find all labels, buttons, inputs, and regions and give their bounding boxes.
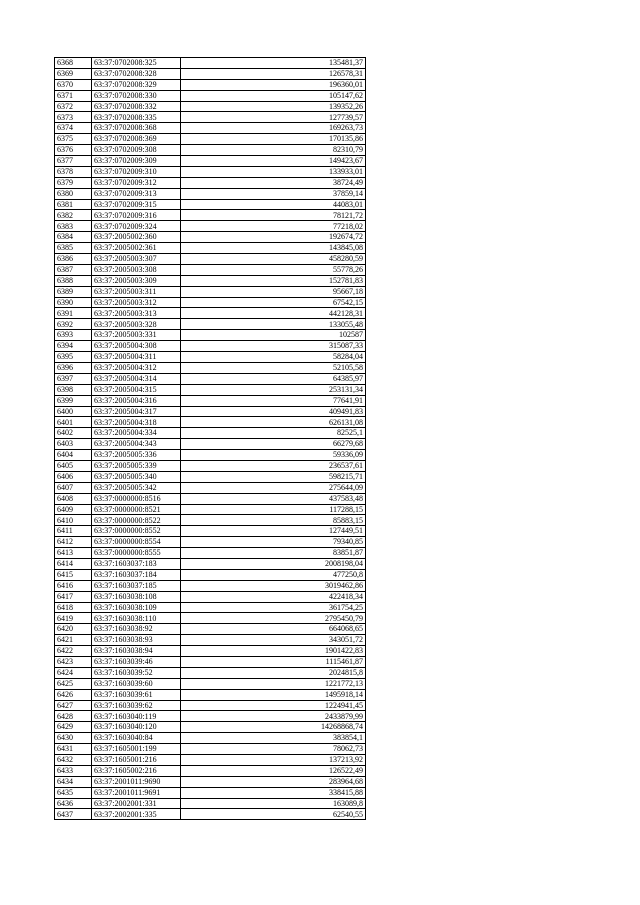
value-cell: 422418,34 <box>181 591 366 602</box>
cadastral-number-cell: 63:37:1603039:46 <box>92 656 181 667</box>
row-number-cell: 6369 <box>55 68 92 79</box>
row-number-cell: 6370 <box>55 79 92 90</box>
cadastral-number-cell: 63:37:1603037:185 <box>92 580 181 591</box>
cadastral-number-cell: 63:37:1603040:119 <box>92 711 181 722</box>
table-row <box>55 145 366 156</box>
cadastral-number-cell: 63:37:1603038:110 <box>92 613 181 624</box>
row-number-cell: 6412 <box>55 537 92 548</box>
table-row <box>55 580 366 591</box>
value-cell: 77218,02 <box>181 221 366 232</box>
value-cell: 137213,92 <box>181 755 366 766</box>
row-number-cell: 6374 <box>55 123 92 134</box>
row-number-cell: 6421 <box>55 635 92 646</box>
table-row <box>55 79 366 90</box>
value-cell: 105147,62 <box>181 90 366 101</box>
cadastral-number-cell: 63:37:1605001:216 <box>92 755 181 766</box>
cadastral-number-cell: 63:37:0702008:369 <box>92 134 181 145</box>
value-cell: 126578,31 <box>181 68 366 79</box>
cadastral-number-cell: 63:37:2005004:343 <box>92 439 181 450</box>
cadastral-number-cell: 63:37:0702009:313 <box>92 188 181 199</box>
value-cell: 170135,86 <box>181 134 366 145</box>
cadastral-number-cell: 63:37:1603039:62 <box>92 700 181 711</box>
value-cell: 126522,49 <box>181 765 366 776</box>
value-cell: 38724,49 <box>181 177 366 188</box>
row-number-cell: 6401 <box>55 417 92 428</box>
cadastral-number-cell: 63:37:2005003:309 <box>92 275 181 286</box>
row-number-cell: 6379 <box>55 177 92 188</box>
table-row <box>55 711 366 722</box>
value-cell: 152781,83 <box>181 275 366 286</box>
value-cell: 77641,91 <box>181 395 366 406</box>
value-cell: 135481,37 <box>181 58 366 69</box>
row-number-cell: 6404 <box>55 450 92 461</box>
cadastral-number-cell: 63:37:0702008:332 <box>92 101 181 112</box>
table-row <box>55 733 366 744</box>
value-cell: 2433879,99 <box>181 711 366 722</box>
row-number-cell: 6372 <box>55 101 92 112</box>
table-row <box>55 297 366 308</box>
cadastral-number-cell: 63:37:2005004:315 <box>92 384 181 395</box>
table-row <box>55 602 366 613</box>
row-number-cell: 6417 <box>55 591 92 602</box>
value-cell: 275644,09 <box>181 482 366 493</box>
cadastral-number-cell: 63:37:2005004:317 <box>92 406 181 417</box>
cadastral-number-cell: 63:37:0000000:8516 <box>92 493 181 504</box>
table-row <box>55 286 366 297</box>
value-cell: 3019462,86 <box>181 580 366 591</box>
value-cell: 55778,26 <box>181 264 366 275</box>
cadastral-number-cell: 63:37:2005004:311 <box>92 352 181 363</box>
table-row <box>55 199 366 210</box>
table-row <box>55 450 366 461</box>
table-row <box>55 134 366 145</box>
row-number-cell: 6426 <box>55 689 92 700</box>
value-cell: 14268868,74 <box>181 722 366 733</box>
row-number-cell: 6406 <box>55 471 92 482</box>
value-cell: 361754,25 <box>181 602 366 613</box>
value-cell: 442128,31 <box>181 308 366 319</box>
row-number-cell: 6390 <box>55 297 92 308</box>
value-cell: 37859,14 <box>181 188 366 199</box>
row-number-cell: 6428 <box>55 711 92 722</box>
table-row <box>55 624 366 635</box>
row-number-cell: 6405 <box>55 460 92 471</box>
table-row <box>55 210 366 221</box>
cadastral-number-cell: 63:37:2005005:340 <box>92 471 181 482</box>
table-row <box>55 58 366 69</box>
value-cell: 133055,48 <box>181 319 366 330</box>
table-row <box>55 417 366 428</box>
cadastral-number-cell: 63:37:0702009:312 <box>92 177 181 188</box>
value-cell: 437583,48 <box>181 493 366 504</box>
cadastral-number-cell: 63:37:2005004:334 <box>92 428 181 439</box>
row-number-cell: 6408 <box>55 493 92 504</box>
table-row <box>55 460 366 471</box>
value-cell: 338415,88 <box>181 787 366 798</box>
cadastral-number-cell: 63:37:2005005:336 <box>92 450 181 461</box>
table-row <box>55 352 366 363</box>
row-number-cell: 6377 <box>55 156 92 167</box>
row-number-cell: 6394 <box>55 341 92 352</box>
value-cell: 78062,73 <box>181 744 366 755</box>
value-cell: 127449,51 <box>181 526 366 537</box>
cadastral-number-cell: 63:37:2005004:312 <box>92 362 181 373</box>
table-row <box>55 471 366 482</box>
row-number-cell: 6419 <box>55 613 92 624</box>
value-cell: 62540,55 <box>181 809 366 820</box>
table-row <box>55 504 366 515</box>
row-number-cell: 6429 <box>55 722 92 733</box>
table-row <box>55 90 366 101</box>
value-cell: 236537,61 <box>181 460 366 471</box>
cadastral-number-cell: 63:37:0702009:324 <box>92 221 181 232</box>
value-cell: 85883,15 <box>181 515 366 526</box>
row-number-cell: 6373 <box>55 112 92 123</box>
table-row <box>55 515 366 526</box>
row-number-cell: 6413 <box>55 548 92 559</box>
value-cell: 1115461,87 <box>181 656 366 667</box>
table-row <box>55 123 366 134</box>
value-cell: 626131,08 <box>181 417 366 428</box>
data-table <box>54 57 366 820</box>
table-row <box>55 558 366 569</box>
cadastral-number-cell: 63:37:1603039:52 <box>92 667 181 678</box>
row-number-cell: 6391 <box>55 308 92 319</box>
table-row <box>55 798 366 809</box>
table-row <box>55 101 366 112</box>
value-cell: 78121,72 <box>181 210 366 221</box>
cadastral-number-cell: 63:37:2001011:9691 <box>92 787 181 798</box>
row-number-cell: 6430 <box>55 733 92 744</box>
value-cell: 343051,72 <box>181 635 366 646</box>
table-row <box>55 406 366 417</box>
value-cell: 1224941,45 <box>181 700 366 711</box>
table-row <box>55 548 366 559</box>
row-number-cell: 6425 <box>55 678 92 689</box>
row-number-cell: 6375 <box>55 134 92 145</box>
table-row <box>55 330 366 341</box>
value-cell: 2795450,79 <box>181 613 366 624</box>
cadastral-number-cell: 63:37:2005004:316 <box>92 395 181 406</box>
cadastral-number-cell: 63:37:1603040:84 <box>92 733 181 744</box>
row-number-cell: 6393 <box>55 330 92 341</box>
value-cell: 598215,71 <box>181 471 366 482</box>
cadastral-number-cell: 63:37:2005002:360 <box>92 232 181 243</box>
cadastral-number-cell: 63:37:0702009:309 <box>92 156 181 167</box>
row-number-cell: 6382 <box>55 210 92 221</box>
row-number-cell: 6368 <box>55 58 92 69</box>
table-row <box>55 765 366 776</box>
table-row <box>55 809 366 820</box>
value-cell: 66279,68 <box>181 439 366 450</box>
table-row <box>55 613 366 624</box>
cadastral-number-cell: 63:37:1603040:120 <box>92 722 181 733</box>
table-row <box>55 68 366 79</box>
table-row <box>55 166 366 177</box>
cadastral-number-cell: 63:37:2005005:339 <box>92 460 181 471</box>
value-cell: 95667,18 <box>181 286 366 297</box>
value-cell: 458280,59 <box>181 254 366 265</box>
cadastral-number-cell: 63:37:1603039:60 <box>92 678 181 689</box>
cadastral-number-cell: 63:37:0702009:316 <box>92 210 181 221</box>
cadastral-number-cell: 63:37:2001011:9690 <box>92 776 181 787</box>
table-row <box>55 428 366 439</box>
table-row <box>55 156 366 167</box>
value-cell: 409491,83 <box>181 406 366 417</box>
table-row <box>55 243 366 254</box>
cadastral-number-cell: 63:37:2005004:308 <box>92 341 181 352</box>
row-number-cell: 6398 <box>55 384 92 395</box>
table-row <box>55 537 366 548</box>
row-number-cell: 6399 <box>55 395 92 406</box>
value-cell: 477250,8 <box>181 569 366 580</box>
table-row <box>55 373 366 384</box>
table-row <box>55 569 366 580</box>
row-number-cell: 6433 <box>55 765 92 776</box>
cadastral-number-cell: 63:37:2005003:313 <box>92 308 181 319</box>
table-row <box>55 112 366 123</box>
value-cell: 143845,08 <box>181 243 366 254</box>
cadastral-number-cell: 63:37:1605002:216 <box>92 765 181 776</box>
value-cell: 117288,15 <box>181 504 366 515</box>
value-cell: 2008198,04 <box>181 558 366 569</box>
row-number-cell: 6392 <box>55 319 92 330</box>
table-row <box>55 526 366 537</box>
value-cell: 2024815,8 <box>181 667 366 678</box>
row-number-cell: 6371 <box>55 90 92 101</box>
table-row <box>55 275 366 286</box>
table-row <box>55 254 366 265</box>
row-number-cell: 6436 <box>55 798 92 809</box>
row-number-cell: 6378 <box>55 166 92 177</box>
cadastral-number-cell: 63:37:2005003:308 <box>92 264 181 275</box>
row-number-cell: 6434 <box>55 776 92 787</box>
row-number-cell: 6397 <box>55 373 92 384</box>
cadastral-number-cell: 63:37:0702009:308 <box>92 145 181 156</box>
cadastral-number-cell: 63:37:2005003:311 <box>92 286 181 297</box>
table-row <box>55 264 366 275</box>
row-number-cell: 6400 <box>55 406 92 417</box>
table-row <box>55 689 366 700</box>
row-number-cell: 6414 <box>55 558 92 569</box>
row-number-cell: 6432 <box>55 755 92 766</box>
cadastral-number-cell: 63:37:0000000:8555 <box>92 548 181 559</box>
row-number-cell: 6427 <box>55 700 92 711</box>
row-number-cell: 6403 <box>55 439 92 450</box>
row-number-cell: 6418 <box>55 602 92 613</box>
cadastral-number-cell: 63:37:1603038:109 <box>92 602 181 613</box>
table-row <box>55 439 366 450</box>
table-row <box>55 362 366 373</box>
cadastral-number-cell: 63:37:0702008:328 <box>92 68 181 79</box>
table-row <box>55 188 366 199</box>
value-cell: 1901422,83 <box>181 646 366 657</box>
table-row <box>55 341 366 352</box>
value-cell: 315087,33 <box>181 341 366 352</box>
cadastral-number-cell: 63:37:2005003:307 <box>92 254 181 265</box>
table-row <box>55 656 366 667</box>
cadastral-number-cell: 63:37:0000000:8552 <box>92 526 181 537</box>
value-cell: 1221772,13 <box>181 678 366 689</box>
row-number-cell: 6383 <box>55 221 92 232</box>
row-number-cell: 6420 <box>55 624 92 635</box>
table-row <box>55 395 366 406</box>
row-number-cell: 6409 <box>55 504 92 515</box>
value-cell: 79340,85 <box>181 537 366 548</box>
value-cell: 102587 <box>181 330 366 341</box>
row-number-cell: 6386 <box>55 254 92 265</box>
table-row <box>55 744 366 755</box>
row-number-cell: 6416 <box>55 580 92 591</box>
table-row <box>55 177 366 188</box>
value-cell: 52105,58 <box>181 362 366 373</box>
cadastral-number-cell: 63:37:1603038:93 <box>92 635 181 646</box>
cadastral-number-cell: 63:37:1603038:108 <box>92 591 181 602</box>
cadastral-number-cell: 63:37:0702009:315 <box>92 199 181 210</box>
table-row <box>55 308 366 319</box>
row-number-cell: 6402 <box>55 428 92 439</box>
row-number-cell: 6380 <box>55 188 92 199</box>
row-number-cell: 6389 <box>55 286 92 297</box>
cadastral-number-cell: 63:37:1603039:61 <box>92 689 181 700</box>
table-body <box>55 58 366 820</box>
table-row <box>55 646 366 657</box>
value-cell: 133933,01 <box>181 166 366 177</box>
table-row <box>55 700 366 711</box>
cadastral-number-cell: 63:37:2005004:314 <box>92 373 181 384</box>
table-row <box>55 755 366 766</box>
value-cell: 82525,1 <box>181 428 366 439</box>
value-cell: 64385,97 <box>181 373 366 384</box>
value-cell: 67542,15 <box>181 297 366 308</box>
cadastral-number-cell: 63:37:1603038:94 <box>92 646 181 657</box>
value-cell: 163089,8 <box>181 798 366 809</box>
value-cell: 1495918,14 <box>181 689 366 700</box>
value-cell: 139352,26 <box>181 101 366 112</box>
cadastral-number-cell: 63:37:2002001:331 <box>92 798 181 809</box>
value-cell: 283964,68 <box>181 776 366 787</box>
row-number-cell: 6411 <box>55 526 92 537</box>
cadastral-number-cell: 63:37:2002001:335 <box>92 809 181 820</box>
cadastral-number-cell: 63:37:2005003:328 <box>92 319 181 330</box>
row-number-cell: 6407 <box>55 482 92 493</box>
cadastral-number-cell: 63:37:1603038:92 <box>92 624 181 635</box>
row-number-cell: 6422 <box>55 646 92 657</box>
cadastral-number-cell: 63:37:1603037:184 <box>92 569 181 580</box>
row-number-cell: 6424 <box>55 667 92 678</box>
cadastral-number-cell: 63:37:2005002:361 <box>92 243 181 254</box>
cadastral-number-cell: 63:37:0702009:310 <box>92 166 181 177</box>
row-number-cell: 6385 <box>55 243 92 254</box>
row-number-cell: 6381 <box>55 199 92 210</box>
row-number-cell: 6410 <box>55 515 92 526</box>
value-cell: 383854,1 <box>181 733 366 744</box>
cadastral-number-cell: 63:37:1603037:183 <box>92 558 181 569</box>
cadastral-number-cell: 63:37:2005004:318 <box>92 417 181 428</box>
cadastral-number-cell: 63:37:0702008:329 <box>92 79 181 90</box>
value-cell: 59336,09 <box>181 450 366 461</box>
table-row <box>55 776 366 787</box>
table-row <box>55 591 366 602</box>
row-number-cell: 6396 <box>55 362 92 373</box>
row-number-cell: 6376 <box>55 145 92 156</box>
value-cell: 83851,87 <box>181 548 366 559</box>
value-cell: 44083,01 <box>181 199 366 210</box>
cadastral-number-cell: 63:37:0702008:368 <box>92 123 181 134</box>
cadastral-number-cell: 63:37:2005003:312 <box>92 297 181 308</box>
row-number-cell: 6431 <box>55 744 92 755</box>
value-cell: 664068,65 <box>181 624 366 635</box>
table-row <box>55 722 366 733</box>
row-number-cell: 6415 <box>55 569 92 580</box>
cadastral-number-cell: 63:37:0000000:8522 <box>92 515 181 526</box>
cadastral-number-cell: 63:37:0702008:325 <box>92 58 181 69</box>
table-row <box>55 232 366 243</box>
value-cell: 58284,04 <box>181 352 366 363</box>
row-number-cell: 6388 <box>55 275 92 286</box>
value-cell: 127739,57 <box>181 112 366 123</box>
table-row <box>55 493 366 504</box>
row-number-cell: 6437 <box>55 809 92 820</box>
row-number-cell: 6387 <box>55 264 92 275</box>
table-row <box>55 635 366 646</box>
cadastral-number-cell: 63:37:2005005:342 <box>92 482 181 493</box>
table-row <box>55 787 366 798</box>
cadastral-number-cell: 63:37:0702008:335 <box>92 112 181 123</box>
value-cell: 196360,01 <box>181 79 366 90</box>
cadastral-number-cell: 63:37:2005003:331 <box>92 330 181 341</box>
row-number-cell: 6435 <box>55 787 92 798</box>
row-number-cell: 6395 <box>55 352 92 363</box>
cadastral-number-cell: 63:37:0702008:330 <box>92 90 181 101</box>
table-row <box>55 221 366 232</box>
value-cell: 149423,67 <box>181 156 366 167</box>
cadastral-number-cell: 63:37:0000000:8554 <box>92 537 181 548</box>
row-number-cell: 6423 <box>55 656 92 667</box>
table-row <box>55 482 366 493</box>
cadastral-number-cell: 63:37:0000000:8521 <box>92 504 181 515</box>
table-row <box>55 384 366 395</box>
table-row <box>55 319 366 330</box>
value-cell: 169263,73 <box>181 123 366 134</box>
value-cell: 192674,72 <box>181 232 366 243</box>
row-number-cell: 6384 <box>55 232 92 243</box>
table-row <box>55 667 366 678</box>
value-cell: 82310,79 <box>181 145 366 156</box>
cadastral-number-cell: 63:37:1605001:199 <box>92 744 181 755</box>
table-row <box>55 678 366 689</box>
value-cell: 253131,34 <box>181 384 366 395</box>
